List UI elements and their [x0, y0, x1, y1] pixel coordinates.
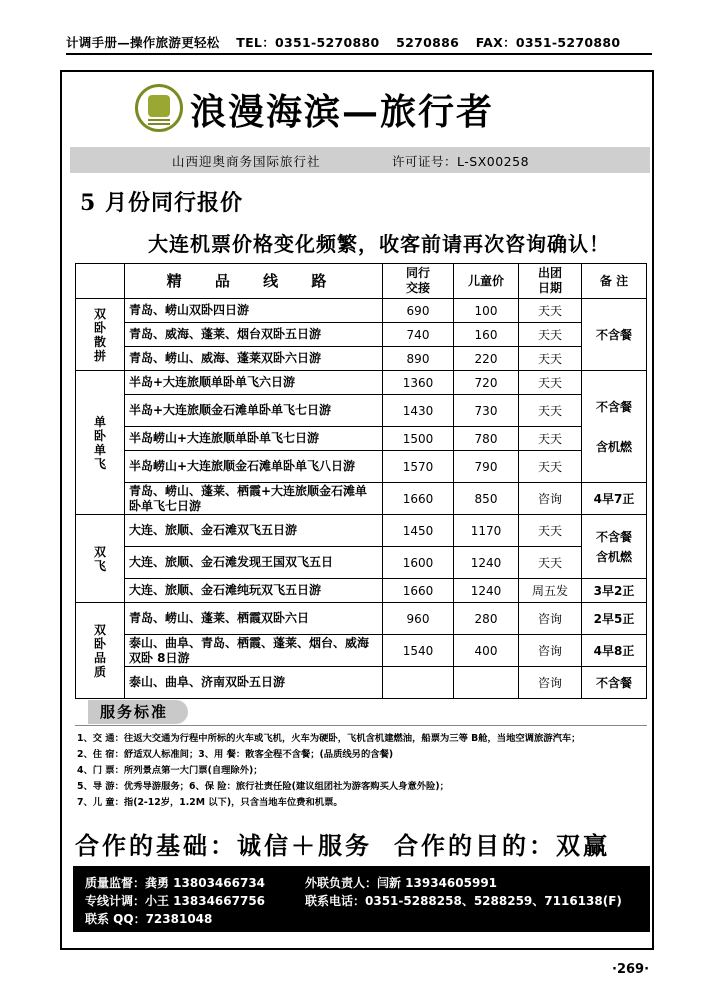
header-category	[76, 264, 125, 299]
note-cell: 3早2正	[582, 579, 647, 603]
table-row	[76, 347, 647, 371]
child-price-cell: 400	[454, 635, 519, 667]
route-cell: 大连、旅顺、金石滩纯玩双飞五日游	[125, 579, 383, 603]
header-fax: FAX：0351-5270880	[475, 35, 621, 50]
date-cell: 天天	[519, 395, 582, 427]
service-divider	[75, 725, 647, 726]
date-cell: 天天	[519, 299, 582, 323]
agency-banner	[70, 147, 650, 173]
license-number: 许可证号：L-SX00258	[392, 154, 530, 169]
price-cell: 1660	[383, 483, 454, 515]
quote-title: 5 月份同行报价	[80, 190, 243, 216]
table-row	[76, 547, 647, 579]
price-cell: 890	[383, 347, 454, 371]
price-cell: 960	[383, 603, 454, 635]
child-price-cell: 160	[454, 323, 519, 347]
child-price-cell: 780	[454, 427, 519, 451]
contact-phone: 联系电话：0351-5288258、5288259、7116138(F)	[305, 894, 622, 908]
table-row	[76, 483, 647, 515]
child-price-cell: 280	[454, 603, 519, 635]
table-row	[76, 299, 647, 323]
header-divider	[66, 53, 652, 55]
child-price-cell: 730	[454, 395, 519, 427]
date-cell: 天天	[519, 451, 582, 483]
motto-part2: 合作的目的：双赢	[394, 832, 610, 860]
header-date: 出团 日期	[519, 264, 582, 299]
contact-qq: 联系 QQ：72381048	[85, 912, 213, 926]
date-cell: 天天	[519, 323, 582, 347]
route-cell: 大连、旅顺、金石滩双飞五日游	[125, 515, 383, 547]
price-warning: 大连机票价格变化频繁，收客前请再次咨询确认！	[148, 232, 610, 256]
agency-name: 山西迎奥商务国际旅行社	[172, 154, 321, 169]
child-price-cell: 1240	[454, 547, 519, 579]
table-row	[76, 603, 647, 635]
child-price-cell	[454, 667, 519, 699]
category-cell: 双卧散拼	[76, 299, 125, 371]
date-cell: 天天	[519, 427, 582, 451]
note-cell: 2早5正	[582, 603, 647, 635]
child-price-cell: 1170	[454, 515, 519, 547]
service-item: 1、交 通：往返大交通为行程中所标的火车或飞机，火车为硬卧，飞机含机建燃油，船票为三等 B舱，当地空调旅游汽车；	[77, 733, 581, 744]
header-line	[66, 33, 652, 53]
price-cell: 1660	[383, 579, 454, 603]
price-table	[75, 263, 647, 699]
date-cell: 咨询	[519, 635, 582, 667]
price-cell: 1540	[383, 635, 454, 667]
header-route: 精 品 线 路	[125, 264, 383, 299]
header-tel: TEL：0351-5270880	[236, 35, 380, 50]
note-cell: 不含餐	[582, 299, 647, 371]
price-cell: 1600	[383, 547, 454, 579]
date-cell: 天天	[519, 547, 582, 579]
header-child: 儿童价	[454, 264, 519, 299]
brand-logo-icon	[135, 84, 183, 132]
service-title: 服务标准	[88, 700, 188, 724]
child-price-cell: 100	[454, 299, 519, 323]
table-row	[76, 427, 647, 451]
service-item: 7、儿 童：指(2-12岁，1.2M 以下)，只含当地车位费和机票。	[77, 797, 343, 808]
page-number: ·269·	[612, 962, 650, 977]
price-cell: 1360	[383, 371, 454, 395]
table-row	[76, 635, 647, 667]
table-row	[76, 579, 647, 603]
motto-part1: 合作的基础：诚信＋服务	[75, 832, 372, 860]
route-cell: 青岛、威海、蓬莱、烟台双卧五日游	[125, 323, 383, 347]
note-cell: 不含餐 含机燃	[582, 515, 647, 579]
route-cell: 半岛崂山+大连旅顺金石滩单卧单飞八日游	[125, 451, 383, 483]
note-cell: 4早7正	[582, 483, 647, 515]
route-cell: 半岛+大连旅顺金石滩单卧单飞七日游	[125, 395, 383, 427]
route-cell: 青岛、崂山、蓬莱、栖霞+大连旅顺金石滩单卧单飞七日游	[125, 483, 383, 515]
route-cell: 青岛、崂山、威海、蓬莱双卧六日游	[125, 347, 383, 371]
note-cell: 4早8正	[582, 635, 647, 667]
date-cell: 咨询	[519, 603, 582, 635]
route-cell: 半岛崂山+大连旅顺单卧单飞七日游	[125, 427, 383, 451]
service-item: 2、住 宿：舒适双人标准间；3、用 餐：散客全程不含餐；(品质线另的含餐)	[77, 749, 394, 760]
brand-title: 浪漫海滨—旅行者	[190, 91, 495, 133]
price-cell: 1450	[383, 515, 454, 547]
price-cell: 690	[383, 299, 454, 323]
price-cell	[383, 667, 454, 699]
child-price-cell: 1240	[454, 579, 519, 603]
table-row	[76, 371, 647, 395]
service-item: 5、导 游：优秀导游服务；6、保 险：旅行社责任险(建议组团社为游客购买人身意外险)；	[77, 781, 449, 792]
price-cell: 1500	[383, 427, 454, 451]
contact-quality: 质量监督：龚勇 13803466734	[85, 876, 266, 890]
category-cell: 双卧品质	[76, 603, 125, 699]
motto	[75, 826, 650, 861]
route-cell: 泰山、曲阜、青岛、栖霞、蓬莱、烟台、威海双卧 8日游	[125, 635, 383, 667]
table-row	[76, 323, 647, 347]
contact-operator: 专线计调：小王 13834667756	[85, 894, 266, 908]
table-row	[76, 515, 647, 547]
price-cell: 1430	[383, 395, 454, 427]
child-price-cell: 850	[454, 483, 519, 515]
date-cell: 咨询	[519, 483, 582, 515]
table-row	[76, 667, 647, 699]
route-cell: 青岛、崂山双卧四日游	[125, 299, 383, 323]
note-cell: 不含餐 含机燃	[582, 371, 647, 483]
child-price-cell: 720	[454, 371, 519, 395]
header-price: 同行 交接	[383, 264, 454, 299]
route-cell: 青岛、崂山、蓬莱、栖霞双卧六日	[125, 603, 383, 635]
date-cell: 咨询	[519, 667, 582, 699]
category-cell: 双飞	[76, 515, 125, 603]
price-cell: 1570	[383, 451, 454, 483]
header-tel2: 5270886	[396, 35, 460, 50]
route-cell: 大连、旅顺、金石滩发现王国双飞五日	[125, 547, 383, 579]
service-item: 4、门 票：所列景点第一大门票(自理除外)；	[77, 765, 263, 776]
header-slogan: 计调手册—操作旅游更轻松	[66, 35, 220, 50]
table-row	[76, 451, 647, 483]
date-cell: 周五发	[519, 579, 582, 603]
child-price-cell: 790	[454, 451, 519, 483]
route-cell: 泰山、曲阜、济南双卧五日游	[125, 667, 383, 699]
child-price-cell: 220	[454, 347, 519, 371]
date-cell: 天天	[519, 371, 582, 395]
table-row	[76, 395, 647, 427]
table-header-row	[76, 264, 647, 299]
note-cell: 不含餐	[582, 667, 647, 699]
date-cell: 天天	[519, 515, 582, 547]
date-cell: 天天	[519, 347, 582, 371]
contact-external: 外联负责人：闫新 13934605991	[305, 876, 498, 890]
header-note: 备 注	[582, 264, 647, 299]
contact-box	[73, 866, 650, 932]
route-cell: 半岛+大连旅顺单卧单飞六日游	[125, 371, 383, 395]
service-list	[77, 731, 652, 811]
price-cell: 740	[383, 323, 454, 347]
category-cell: 单卧单飞	[76, 371, 125, 515]
